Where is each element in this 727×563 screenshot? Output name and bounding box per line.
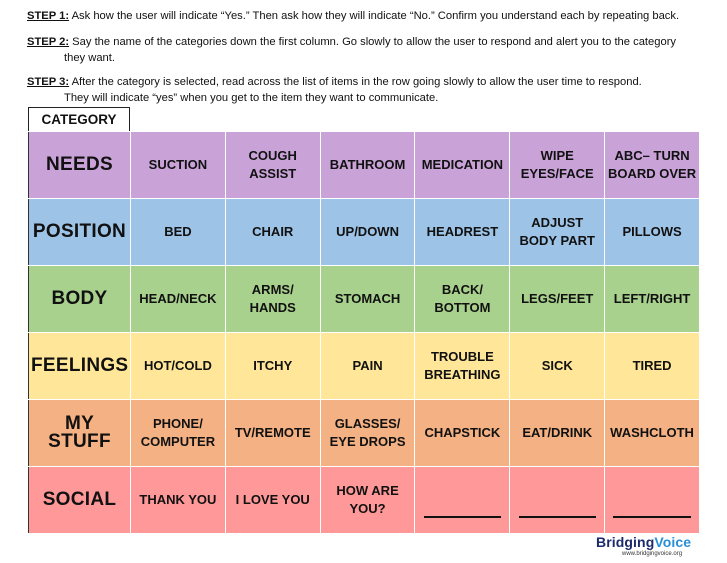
item-cell[interactable]: ADJUST BODY PART <box>510 199 605 266</box>
item-cell[interactable]: TIRED <box>605 333 700 400</box>
category-cell[interactable]: NEEDS <box>29 132 131 199</box>
item-cell[interactable]: TROUBLE BREATHING <box>415 333 510 400</box>
step-2-label: STEP 2: <box>27 36 70 48</box>
item-cell[interactable]: CHAPSTICK <box>415 400 510 467</box>
blank-item-cell[interactable] <box>510 467 605 534</box>
logo-name-part2: Voice <box>654 534 692 550</box>
item-cell[interactable]: GLASSES/ EYE DROPS <box>320 400 415 467</box>
step-3 <box>27 74 642 106</box>
item-cell[interactable]: LEFT/RIGHT <box>605 266 700 333</box>
item-cell[interactable]: STOMACH <box>320 266 415 333</box>
step-1-text: Ask how the user will indicate “Yes.” Then ask how they will indicate “No.” Confirm you understand each by repeating back. <box>69 10 680 22</box>
item-cell[interactable]: ABC– TURN BOARD OVER <box>605 132 700 199</box>
item-cell[interactable]: ITCHY <box>225 333 320 400</box>
item-cell[interactable]: WASHCLOTH <box>605 400 700 467</box>
write-in-line <box>613 515 690 518</box>
item-cell[interactable]: COUGH ASSIST <box>225 132 320 199</box>
item-cell[interactable]: BATHROOM <box>320 132 415 199</box>
item-cell[interactable]: UP/DOWN <box>320 199 415 266</box>
category-cell[interactable]: SOCIAL <box>29 467 131 534</box>
item-cell[interactable]: WIPE EYES/FACE <box>510 132 605 199</box>
board-row <box>29 199 700 266</box>
category-header: CATEGORY <box>28 107 130 131</box>
item-cell[interactable]: MEDICATION <box>415 132 510 199</box>
step-2 <box>27 34 676 66</box>
board-row <box>29 400 700 467</box>
board-row <box>29 467 700 534</box>
step-1 <box>27 8 679 24</box>
board-row <box>29 333 700 400</box>
item-cell[interactable]: HEAD/NECK <box>131 266 226 333</box>
communication-board <box>28 131 700 534</box>
item-cell[interactable]: SUCTION <box>131 132 226 199</box>
category-cell[interactable]: BODY <box>29 266 131 333</box>
item-cell[interactable]: PAIN <box>320 333 415 400</box>
item-cell[interactable]: SICK <box>510 333 605 400</box>
board-row <box>29 266 700 333</box>
item-cell[interactable]: HOW ARE YOU? <box>320 467 415 534</box>
step-2-text: Say the name of the categories down the first column. Go slowly to allow the user to respond and alert you to the category <box>69 36 677 48</box>
logo-name-part1: Bridging <box>596 534 655 550</box>
item-cell[interactable]: PILLOWS <box>605 199 700 266</box>
item-cell[interactable]: CHAIR <box>225 199 320 266</box>
step-2-continued: they want. <box>64 52 115 64</box>
item-cell[interactable]: PHONE/ COMPUTER <box>131 400 226 467</box>
category-cell[interactable]: MY STUFF <box>29 400 131 467</box>
logo-name <box>596 534 706 550</box>
logo-url: www.bridgingvoice.org <box>622 551 683 557</box>
item-cell[interactable]: EAT/DRINK <box>510 400 605 467</box>
category-cell[interactable]: FEELINGS <box>29 333 131 400</box>
item-cell[interactable]: BACK/ BOTTOM <box>415 266 510 333</box>
step-3-label: STEP 3: <box>27 76 70 88</box>
step-3-text: After the category is selected, read across the list of items in the row going slowly to allow the user time to respond. <box>69 76 642 88</box>
item-cell[interactable]: LEGS/FEET <box>510 266 605 333</box>
item-cell[interactable]: HOT/COLD <box>131 333 226 400</box>
board-row <box>29 132 700 199</box>
bridging-voice-logo <box>596 534 706 562</box>
write-in-line <box>424 515 501 518</box>
blank-item-cell[interactable] <box>605 467 700 534</box>
step-3-continued: They will indicate “yes” when you get to the item they want to communicate. <box>64 92 439 104</box>
blank-item-cell[interactable] <box>415 467 510 534</box>
item-cell[interactable]: THANK YOU <box>131 467 226 534</box>
step-1-label: STEP 1: <box>27 10 70 22</box>
item-cell[interactable]: BED <box>131 199 226 266</box>
item-cell[interactable]: TV/REMOTE <box>225 400 320 467</box>
item-cell[interactable]: HEADREST <box>415 199 510 266</box>
item-cell[interactable]: I LOVE YOU <box>225 467 320 534</box>
item-cell[interactable]: ARMS/ HANDS <box>225 266 320 333</box>
category-cell[interactable]: POSITION <box>29 199 131 266</box>
write-in-line <box>519 515 596 518</box>
